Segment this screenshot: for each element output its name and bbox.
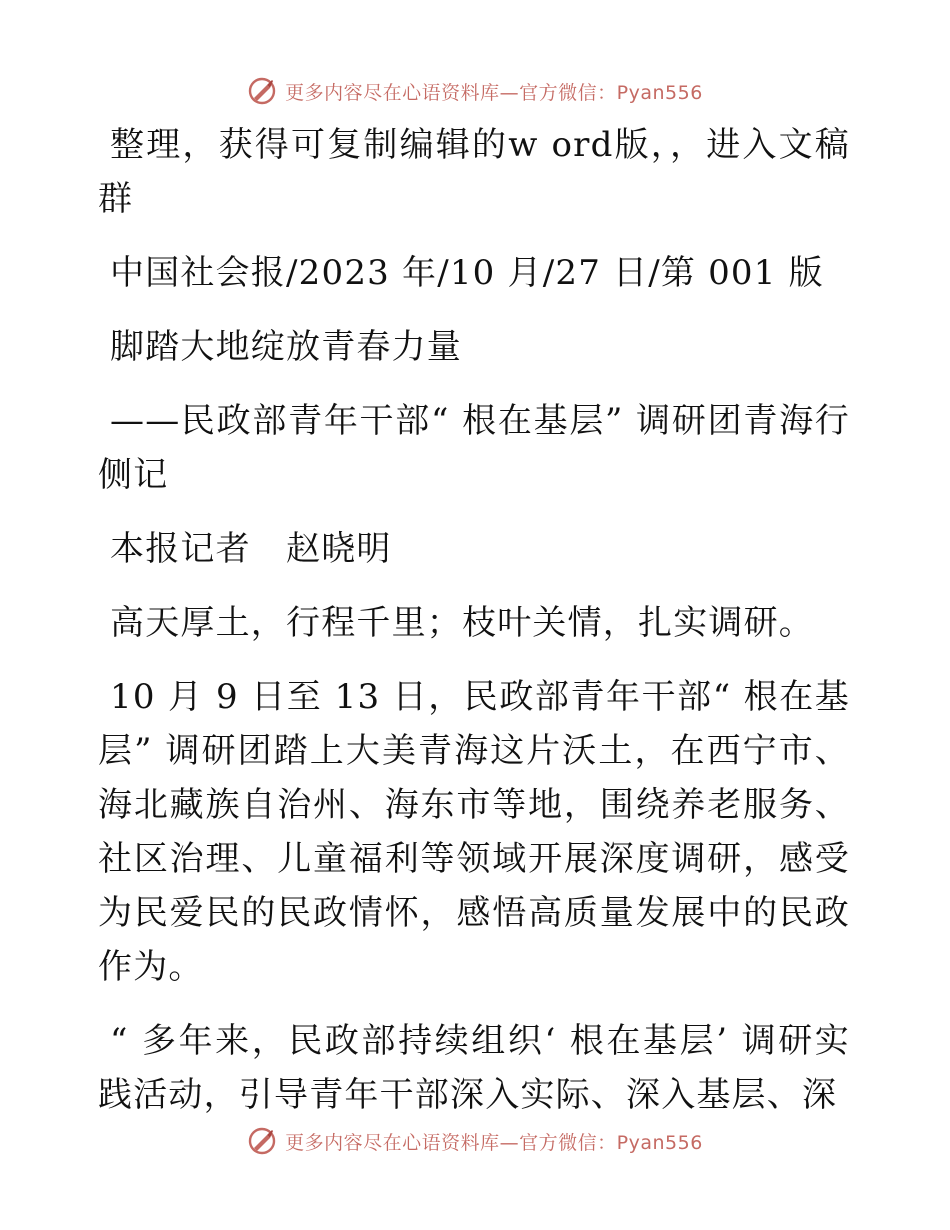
watermark-header: [0, 72, 950, 110]
watermark-text: 更多内容尽在心语资料库—官方微信：Pyan556: [285, 81, 703, 104]
quill-circle-icon: [247, 76, 277, 106]
paragraph-body-2: “ 多年来，民政部持续组织‘ 根在基层’ 调研实践活动，引导青年干部深入实际、深入基层、深: [98, 1021, 850, 1115]
article-body: [98, 118, 850, 1142]
paragraph-intro-note: 整理，获得可复制编辑的w ord版，，进入文稿群: [98, 125, 850, 219]
quill-circle-icon: [247, 1126, 277, 1156]
paragraph-source: 中国社会报/2023 年/10 月/27 日/第 001 版: [110, 253, 824, 293]
watermark-footer: [0, 1122, 950, 1160]
paragraph-body-1: 10 月 9 日至 13 日，民政部青年干部“ 根在基层” 调研团踏上大美青海这片沃土，在西宁市、海北藏族自治州、海东市等地，围绕养老服务、社区治理、儿童福利等领域开展深度调研，感受为民爱民的民政情怀，感悟高质量发展中的民政作为。: [98, 677, 850, 987]
article-title: 脚踏大地绽放青春力量: [110, 327, 462, 367]
paragraph-lead: 高天厚土，行程千里；枝叶关情，扎实调研。: [110, 603, 814, 643]
article-byline: 本报记者 赵晓明: [110, 529, 392, 569]
article-subtitle: ——民政部青年干部“ 根在基层” 调研团青海行侧记: [98, 401, 850, 495]
watermark-text: 更多内容尽在心语资料库—官方微信：Pyan556: [285, 1131, 703, 1154]
